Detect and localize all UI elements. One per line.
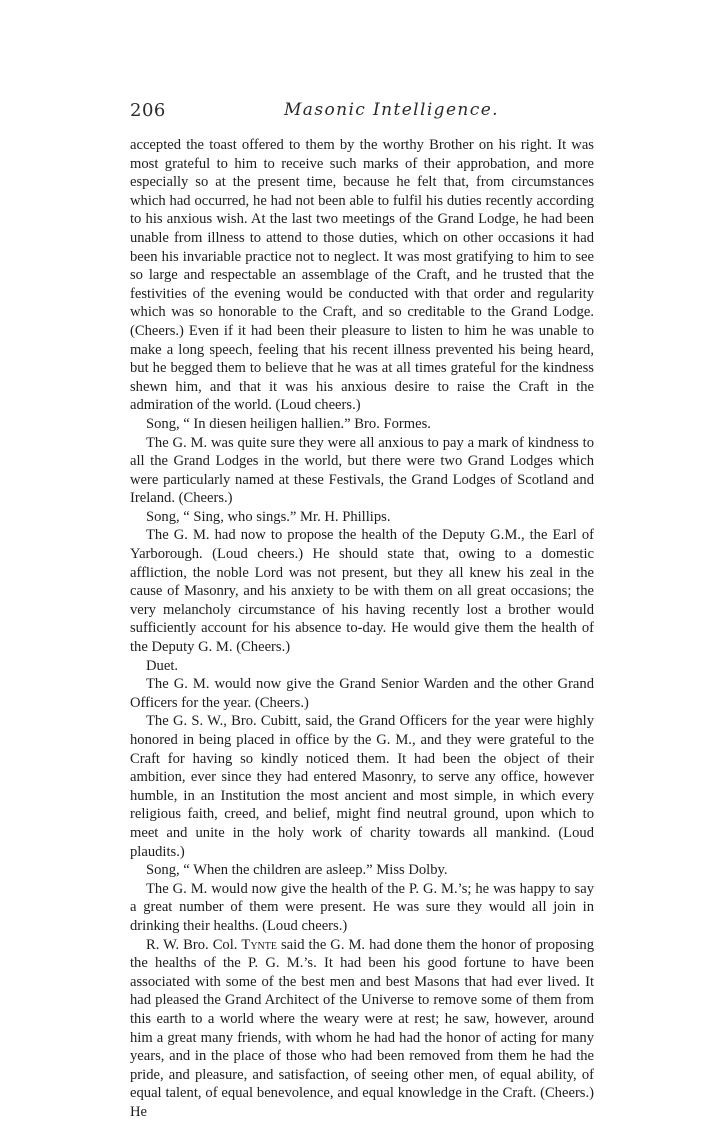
paragraph-duet: Duet. <box>146 657 179 674</box>
paragraph-song-formes: Song, “ In diesen heiligen hallien.” Bro. Formes. <box>146 415 431 432</box>
tynte-name: Tynte <box>241 936 277 953</box>
tynte-rest: said the G. M. had done them the honor of proposing the healths of the P. G. M.’s. It had been his good fortune to have been associated with some of the best men and best Masons that had ever lived. It had pleased the Grand Architect of the Universe to remove some of them from this earth to a world where the weary were at rest; he saw, however, around him a great many friends, with whom he had had the honor of acting for many years, and in the place of those who had been removed from them he had the pride, and pleasure, and satisfaction, of seeing other men, of equal ability, of equal talent, of equal benevolence, and equal knowledge in the Craft. (Cheers.) He <box>130 936 594 1120</box>
paragraph-deputy-gm: The G. M. had now to propose the health of the Deputy G.M., the Earl of Yarborough. (Loud cheers.) He should state that, owing to a domestic affliction, the noble Lord was not present, but they all knew his zeal in the cause of Masonry, and his anxiety to be with them on all great occasions; the very melancholy circumstance of his having recently lost a brother would sufficiently account for his absence to-day. He would give them the health of the Deputy G. M. (Cheers.) <box>130 527 594 656</box>
paragraph-toast-reply: accepted the toast offered to them by the worthy Brother on his right. It was most grateful to him to receive such marks of their approbation, and more especially so at the present time, because he felt that, from circumstances which had occurred, he had not been able to fulfil his duties recently according to his anxious wish. At the last two meetings of the Grand Lodge, he had been unable from illness to attend to those duties, which on other occasions it had been his invariable practice not to neglect. It was most gratifying to him to see so large and respectable an assemblage of the Craft, and he trusted that the festivities of the evening would be conducted with that order and regularity which was so honorable to the Craft, and so creditable to the Grand Lodge. (Cheers.) Even if it had been their pleasure to listen to him he was unable to make a long speech, feeling that his recent illness prevented his being heard, but he begged them to believe that he was at all times grateful for the kindness shewn him, and that it was his anxious desire to raise the Craft in the admiration of the world. (Loud cheers.) <box>130 137 594 414</box>
paragraph-tynte-reply <box>130 936 594 1121</box>
running-title: Masonic Intelligence. <box>284 100 499 120</box>
page-header <box>130 100 590 124</box>
article-body <box>130 136 594 1121</box>
paragraph-gsw-reply: The G. S. W., Bro. Cubitt, said, the Grand Officers for the year were highly honored in being placed in office by the G. M., and they were grateful to the Craft for having so kindly noticed them. It had been the object of their ambition, ever since they had entered Masonry, to serve any office, however humble, in an Institution the most ancient and most simple, in which every religious faith, creed, and belief, might find neutral ground, upon which to meet and unite in the holy work of charity towards all mankind. (Loud plaudits.) <box>130 713 594 860</box>
paragraph-grand-officers: The G. M. would now give the Grand Senior Warden and the other Grand Officers for the year. (Cheers.) <box>130 676 594 711</box>
paragraph-pgm-health: The G. M. would now give the health of the P. G. M.’s; he was happy to say a great number of them were present. He was sure they would all join in drinking their healths. (Loud cheers.) <box>130 880 594 934</box>
tynte-lead: R. W. Bro. Col. <box>146 936 242 953</box>
paragraph-song-dolby: Song, “ When the children are asleep.” Miss Dolby. <box>146 862 448 879</box>
paragraph-song-phillips: Song, “ Sing, who sings.” Mr. H. Phillips. <box>146 508 391 525</box>
page-number: 206 <box>130 100 166 121</box>
paragraph-grand-lodges: The G. M. was quite sure they were all anxious to pay a mark of kindness to all the Grand Lodges in the world, but there were two Grand Lodges which were particularly named at these Festivals, the Grand Lodges of Scotland and Ireland. (Cheers.) <box>130 434 594 507</box>
